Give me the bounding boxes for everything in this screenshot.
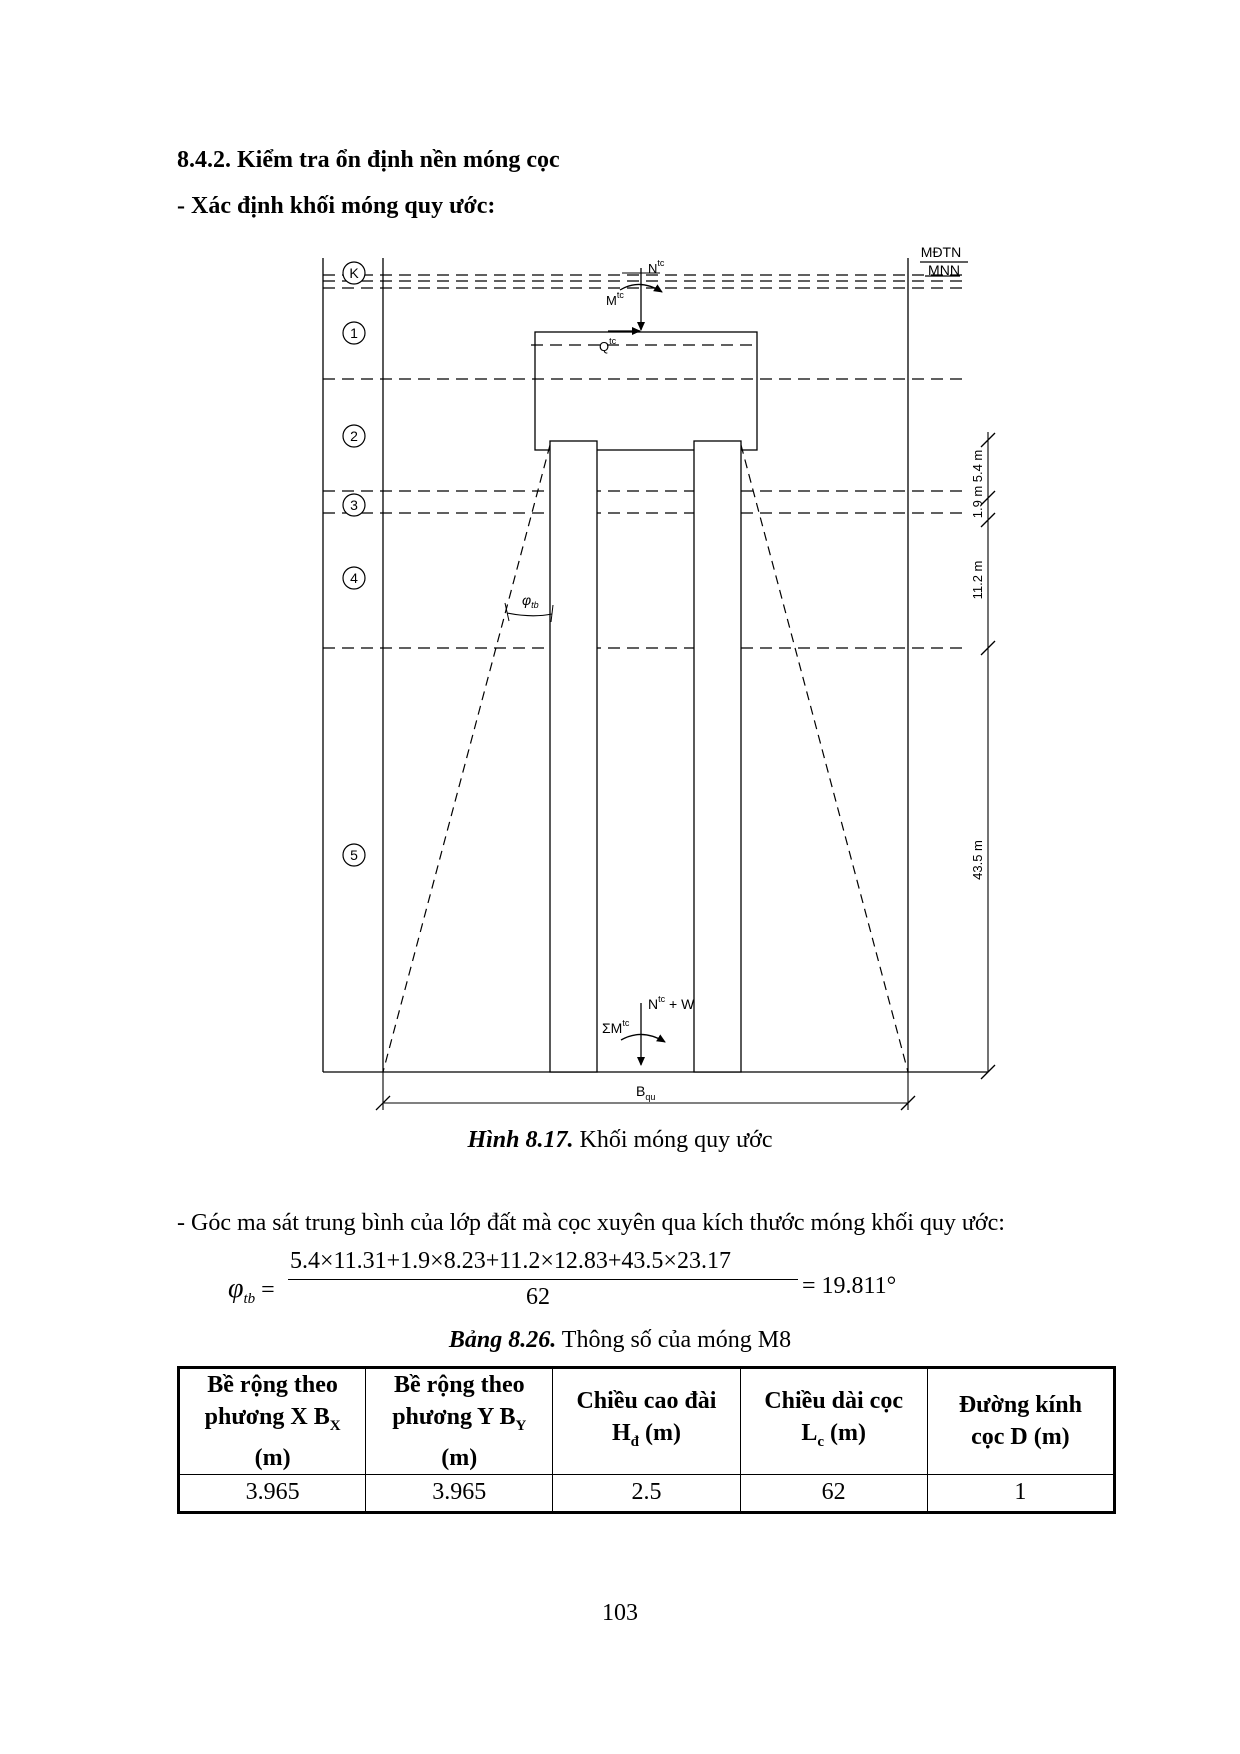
formula-numerator: 5.4×11.31+1.9×8.23+11.2×12.83+43.5×23.17: [290, 1248, 731, 1274]
page-number: 103: [602, 1600, 638, 1626]
formula-lhs: $\varphi_{tb}$ =: [228, 1273, 275, 1307]
mnn-label: MNN: [928, 262, 960, 278]
friction-angle-marker: [505, 592, 553, 622]
pile-left: [550, 441, 597, 1072]
header-pile-diameter: Đường kính cọc D (m): [927, 1368, 1114, 1475]
fraction-bar: [288, 1279, 798, 1280]
n-label-top: $N^{tc}$: [648, 258, 665, 276]
header-cap-height: Chiều cao đài $H_đ$ (m): [553, 1368, 740, 1475]
layer-label-4: 4: [350, 570, 358, 586]
layer-label-1: 1: [350, 325, 358, 341]
cell-width-x: 3.965: [179, 1474, 366, 1512]
header-width-y: Bề rộng theo phương Y $B_Y$ (m): [366, 1368, 553, 1475]
cell-pile-length: 62: [740, 1474, 927, 1512]
pile-right: [694, 441, 741, 1072]
table-row: [179, 1474, 1115, 1512]
foundation-params-table: [177, 1366, 1116, 1514]
layer-label-5: 5: [350, 847, 358, 863]
mdtn-label: MĐTN: [920, 244, 962, 260]
load-spread-lines: [383, 445, 908, 1072]
dim-11.2: 11.2 m: [970, 560, 985, 600]
m-label-bottom: $\Sigma M^{tc}$: [602, 1018, 630, 1036]
bqu-label: $B_{qu}$: [636, 1083, 656, 1102]
m-label-top: $M^{tc}$: [606, 290, 624, 308]
layer-boundaries: [323, 275, 968, 648]
table-header-row: [179, 1368, 1115, 1475]
layer-label-2: 2: [350, 428, 358, 444]
dim-43.5: 43.5 m: [970, 840, 985, 880]
layer-label-k: K: [349, 265, 359, 281]
cell-pile-diameter: 1: [927, 1474, 1114, 1512]
q-label-top: $Q^{tc}$: [599, 336, 617, 354]
layer-label-3: 3: [350, 497, 358, 513]
depth-dimensions: [970, 432, 995, 1079]
section-heading: 8.4.2. Kiểm tra ổn định nền móng cọc: [177, 147, 560, 173]
layer-labels: [343, 262, 365, 866]
m-arrow-bottom: [621, 1034, 665, 1042]
top-loads: [599, 258, 665, 354]
header-width-x: Bề rộng theo phương X $B_X$ (m): [179, 1368, 366, 1475]
n-label-bottom: $N^{tc} + W$: [648, 994, 695, 1012]
level-markers: [920, 244, 968, 278]
pile-cap-and-piles: [535, 332, 757, 1072]
bottom-loads: [602, 994, 695, 1065]
friction-paragraph: - Góc ma sát trung bình của lớp đất mà cọc xuyên qua kích thước móng khối quy ước:: [177, 1210, 1005, 1236]
dim-5.4: 5.4 m: [970, 449, 985, 483]
subheading: - Xác định khối móng quy ước:: [177, 193, 496, 219]
figure-caption: Hình 8.17. Khối móng quy ước: [467, 1127, 773, 1153]
pile-cap: [535, 332, 757, 450]
dim-1.9: 1.9 m: [970, 485, 985, 519]
bqu-dimension: [376, 1072, 915, 1110]
cell-width-y: 3.965: [366, 1474, 553, 1512]
header-pile-length: Chiều dài cọc $L_c$ (m): [740, 1368, 927, 1475]
soil-column-frame: [323, 258, 988, 1072]
formula-denominator: 62: [526, 1284, 550, 1310]
phi-label: $\varphi_{tb}$: [522, 592, 539, 610]
table-caption: Bảng 8.26. Thông số của móng M8: [448, 1327, 792, 1353]
formula-result: = 19.811°: [802, 1273, 897, 1299]
cell-cap-height: 2.5: [553, 1474, 740, 1512]
